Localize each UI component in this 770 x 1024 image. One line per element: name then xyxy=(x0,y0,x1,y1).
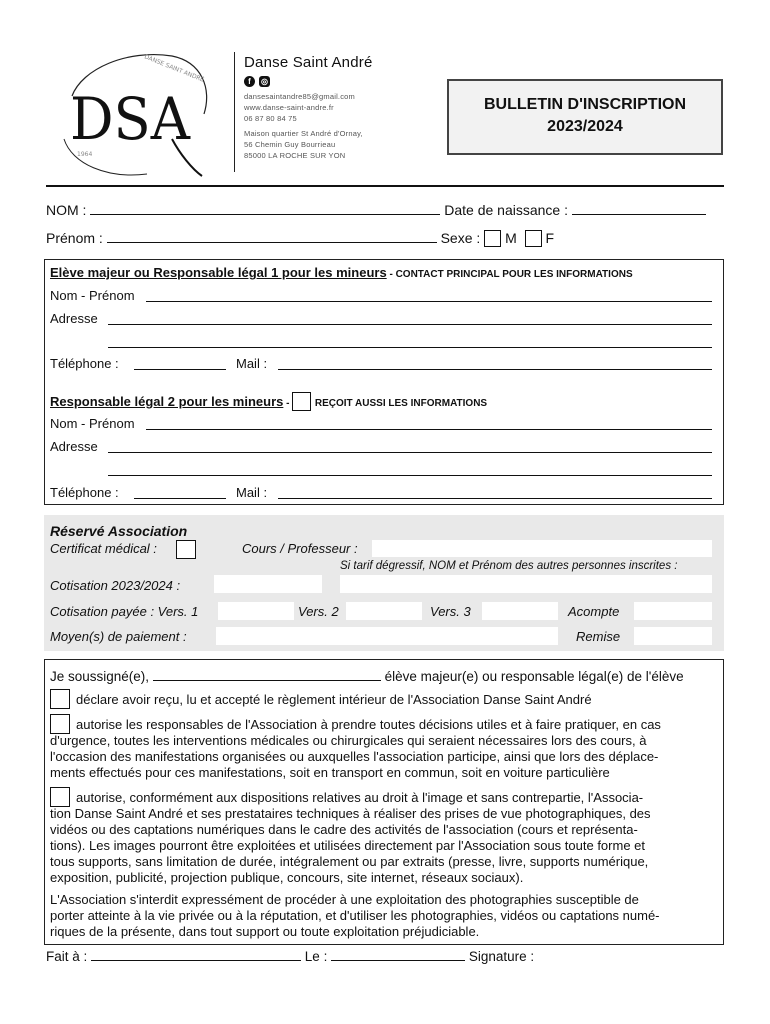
signature-label: Signature : xyxy=(468,949,535,964)
certificat-checkbox[interactable] xyxy=(176,540,196,559)
remise-field[interactable] xyxy=(634,627,712,645)
remise-label: Remise xyxy=(576,629,621,644)
image-text-4: tions). Les images pourront être exploitées et utilisées directement par l'Association sous toute forme et xyxy=(50,838,646,853)
payee-label: Cotisation payée : Vers. 1 xyxy=(50,604,199,619)
contact2-mail-field[interactable] xyxy=(278,498,712,499)
contacts-box xyxy=(44,259,724,505)
urgence-checkbox[interactable] xyxy=(50,714,70,734)
contact1-adresse-label: Adresse xyxy=(50,311,98,326)
urgence-text-4: ments effectués pour ces manifestations, soit en transport en commun, soit en voiture particulière xyxy=(50,765,610,780)
acompte-field[interactable] xyxy=(634,602,712,620)
le-field[interactable] xyxy=(331,949,465,961)
image-text-1: autorise, conformément aux dispositions relatives au droit à l'image et sans contrepartie, l'Associa- xyxy=(76,790,644,805)
moyens-label: Moyen(s) de paiement : xyxy=(50,629,187,644)
contact2-adresse-label: Adresse xyxy=(50,439,98,454)
sexe-f-checkbox[interactable] xyxy=(525,230,542,247)
contact2-adresse-field[interactable] xyxy=(108,452,712,453)
contact1-tel-label: Téléphone : xyxy=(50,356,119,371)
reglement-checkbox[interactable] xyxy=(50,689,70,709)
soussigne-field[interactable] xyxy=(153,669,381,681)
sexe-f-label: F xyxy=(545,230,555,246)
image-text-5: tous supports, sans limitation de durée, intégralement ou par extraits (presse, livre, supports numérique, xyxy=(50,854,649,869)
tarif-field[interactable] xyxy=(340,575,712,593)
logo-arc-text: DANSE SAINT ANDRÉ xyxy=(143,53,205,84)
dob-field[interactable] xyxy=(572,201,706,215)
contact2-nom-field[interactable] xyxy=(146,429,712,430)
vers3-label: Vers. 3 xyxy=(430,604,471,619)
contact2-sep: - xyxy=(283,398,293,409)
prenom-label: Prénom : xyxy=(46,230,103,246)
contact1-nom-label: Nom - Prénom xyxy=(50,288,135,303)
contact2-receive-checkbox[interactable] xyxy=(292,392,311,411)
fait-field[interactable] xyxy=(91,949,301,961)
header-rule xyxy=(46,185,724,187)
cours-field[interactable] xyxy=(372,540,712,557)
contact2-tel-label: Téléphone : xyxy=(50,485,119,500)
acompte-label: Acompte xyxy=(568,604,620,619)
nom-row xyxy=(46,201,706,218)
contact2-title: Responsable légal 2 pour les mineurs xyxy=(50,394,284,409)
moyens-field[interactable] xyxy=(216,627,558,645)
contact2-mail-label: Mail : xyxy=(236,485,268,500)
dsa-logo xyxy=(52,44,218,182)
form-year: 2023/2024 xyxy=(547,118,623,135)
sexe-label: Sexe : xyxy=(440,230,481,246)
sexe-m-checkbox[interactable] xyxy=(484,230,501,247)
interdit-text-1: L'Association s'interdit expressément de procéder à une exploitation des photographies susceptible de xyxy=(50,892,639,907)
vers1-field[interactable] xyxy=(218,602,294,620)
contact1-mail-field[interactable] xyxy=(278,369,712,370)
org-address-1: Maison quartier St André d'Ornay, xyxy=(244,129,363,138)
facebook-icon[interactable]: f xyxy=(244,76,255,87)
logo-letters: DSA xyxy=(70,85,192,153)
contact1-tel-field[interactable] xyxy=(134,369,226,370)
contact1-mail-label: Mail : xyxy=(236,356,268,371)
image-text-2: tion Danse Saint André et ses prestataires techniques à réaliser des prises de vue photographiques, des xyxy=(50,806,651,821)
prenom-field[interactable] xyxy=(107,229,437,243)
form-title: BULLETIN D'INSCRIPTION xyxy=(483,96,687,113)
nom-field[interactable] xyxy=(90,201,440,215)
vers3-field[interactable] xyxy=(482,602,558,620)
org-address-3: 85000 LA ROCHE SUR YON xyxy=(244,151,346,160)
urgence-text-3: l'occasion des manifestations organisées ou auxquelles l'association participe, ainsi que lors des déplace- xyxy=(50,749,659,764)
urgence-text-2: d'urgence, toutes les interventions médicales ou chirurgicales qui seraient nécessaires lors des cours, à xyxy=(50,733,647,748)
interdit-text-2: porter atteinte à la vie privée ou à la réputation, et d'utiliser les photographies, vidéos ou captations numé- xyxy=(50,908,660,923)
contact2-heading xyxy=(50,392,487,411)
org-info xyxy=(244,54,444,161)
org-name: Danse Saint André xyxy=(244,54,373,71)
contact1-adresse-field[interactable] xyxy=(108,324,712,325)
contact2-tel-field[interactable] xyxy=(134,498,226,499)
intro-role: élève majeur(e) ou responsable légal(e) de l'élève xyxy=(384,669,684,684)
contact1-title: Elève majeur ou Responsable légal 1 pour les mineurs xyxy=(50,265,387,280)
cours-label: Cours / Professeur : xyxy=(242,541,358,556)
nom-label: NOM : xyxy=(46,202,87,218)
contact1-adresse-field-2[interactable] xyxy=(108,347,712,348)
cotisation-label: Cotisation 2023/2024 : xyxy=(50,578,181,593)
tarif-note: Si tarif dégressif, NOM et Prénom des autres personnes inscrites : xyxy=(340,560,678,572)
contact1-heading xyxy=(50,265,633,280)
org-phone: 06 87 80 84 75 xyxy=(244,114,297,123)
certificat-label: Certificat médical : xyxy=(50,541,157,556)
contact1-subtitle: CONTACT PRINCIPAL POUR LES INFORMATIONS xyxy=(395,269,633,280)
image-checkbox[interactable] xyxy=(50,787,70,807)
contact1-nom-field[interactable] xyxy=(146,301,712,302)
image-text-6: exposition, publicité, projection publique, concours, site internet, réseaux sociaux). xyxy=(50,870,524,885)
vers2-field[interactable] xyxy=(346,602,422,620)
logo-year: 1964 xyxy=(77,151,93,158)
consent-intro xyxy=(50,669,720,685)
contact1-sep: - xyxy=(386,269,396,280)
org-website: www.danse-saint-andre.fr xyxy=(244,103,334,112)
fait-label: Fait à : xyxy=(46,949,88,964)
org-address-2: 56 Chemin Guy Bourrieau xyxy=(244,140,336,149)
dob-label: Date de naissance : xyxy=(444,202,568,218)
reglement-text: déclare avoir reçu, lu et accepté le règlement intérieur de l'Association Danse Saint André xyxy=(76,692,592,707)
contact2-nom-label: Nom - Prénom xyxy=(50,416,135,431)
reserved-title: Réservé Association xyxy=(50,523,188,539)
org-email: dansesaintandre85@gmail.com xyxy=(244,92,355,101)
interdit-text-3: riques de la présente, dans tout support ou toute exploitation préjudiciable. xyxy=(50,924,480,939)
urgence-text-1: autorise les responsables de l'Association à prendre toutes décisions utiles et à faire pratiquer, en cas xyxy=(76,717,661,732)
cotisation-field[interactable] xyxy=(214,575,322,593)
instagram-icon[interactable]: ◎ xyxy=(259,76,270,87)
contact2-adresse-field-2[interactable] xyxy=(108,475,712,476)
header-divider xyxy=(234,52,235,172)
social-icons xyxy=(244,76,444,87)
le-label: Le : xyxy=(304,949,328,964)
contact2-subtitle: REÇOIT AUSSI LES INFORMATIONS xyxy=(314,398,488,409)
sexe-m-label: M xyxy=(505,230,517,246)
intro-label: Je soussigné(e), xyxy=(50,669,150,684)
form-title-box xyxy=(447,79,723,155)
prenom-row xyxy=(46,229,554,247)
image-text-3: vidéos ou des captations numériques dans le cadre des activités de l'association (cours et représenta- xyxy=(50,822,638,837)
footer-row xyxy=(46,949,534,964)
vers2-label: Vers. 2 xyxy=(298,604,339,619)
